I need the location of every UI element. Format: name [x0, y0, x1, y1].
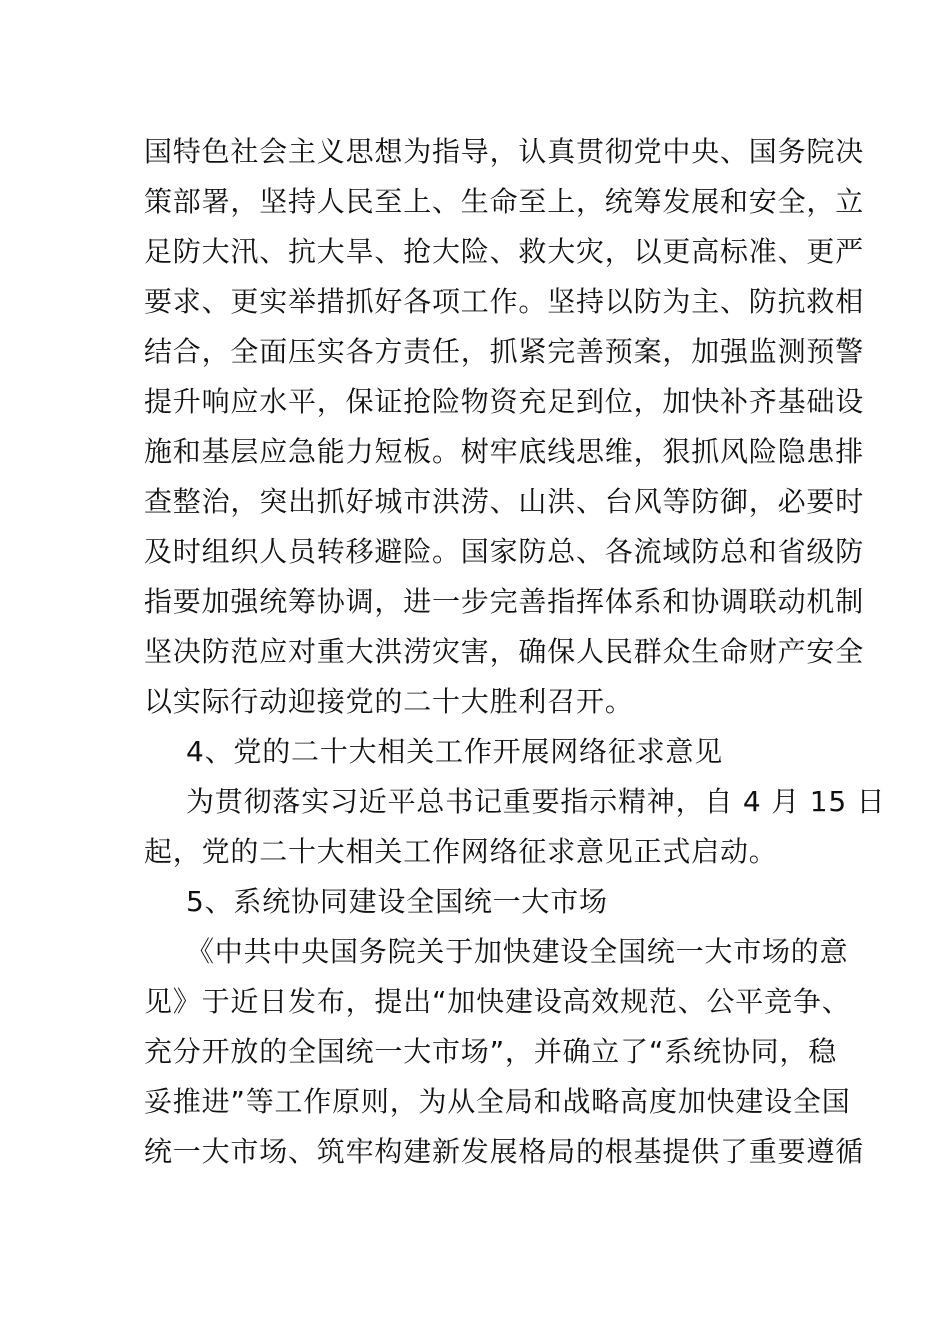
body-text-line: 及时组织人员转移避险。国家防总、各流域防总和省级防: [144, 535, 865, 568]
body-text-line: 妥推进”等工作原则，为从全局和战略高度加快建设全国: [144, 1085, 851, 1118]
body-text-line: 结合，全面压实各方责任，抓紧完善预案，加强监测预警: [144, 335, 865, 368]
section-heading: 5、系统协同建设全国统一大市场: [186, 885, 608, 918]
body-text-line: 以实际行动迎接党的二十大胜利召开。: [144, 685, 634, 718]
body-text-line: 要求、更实举措抓好各项工作。坚持以防为主、防抗救相: [144, 285, 865, 318]
body-text-line: 《中共中央国务院关于加快建设全国统一大市场的意: [186, 935, 849, 968]
body-text-line: 统一大市场、筑牢构建新发展格局的根基提供了重要遵循: [144, 1135, 865, 1168]
body-text-line: 查整治，突出抓好城市洪涝、山洪、台风等防御，必要时: [144, 485, 865, 518]
body-text-line: 充分开放的全国统一大市场”，并确立了“系统协同，稳: [144, 1035, 838, 1068]
body-text-line: 足防大汛、抗大旱、抢大险、救大灾，以更高标准、更严: [144, 235, 865, 268]
section-heading: 4、党的二十大相关工作开展网络征求意见: [186, 735, 724, 768]
body-text-line: 见》于近日发布，提出“加快建设高效规范、公平竞争、: [144, 985, 851, 1018]
body-text-line: 坚决防范应对重大洪涝灾害，确保人民群众生命财产安全: [144, 635, 865, 668]
body-text-line: 国特色社会主义思想为指导，认真贯彻党中央、国务院决: [144, 135, 865, 168]
body-text-line: 指要加强统筹协调，进一步完善指挥体系和协调联动机制: [144, 585, 865, 618]
body-text-line: 施和基层应急能力短板。树牢底线思维，狠抓风险隐患排: [144, 435, 865, 468]
body-text-line: 为贯彻落实习近平总书记重要指示精神，自 4 月 15 日: [186, 785, 886, 818]
body-text-line: 提升响应水平，保证抢险物资充足到位，加快补齐基础设: [144, 385, 865, 418]
body-text-line: 起，党的二十大相关工作网络征求意见正式启动。: [144, 835, 778, 868]
body-text-line: 策部署，坚持人民至上、生命至上，统筹发展和安全，立: [144, 185, 865, 218]
